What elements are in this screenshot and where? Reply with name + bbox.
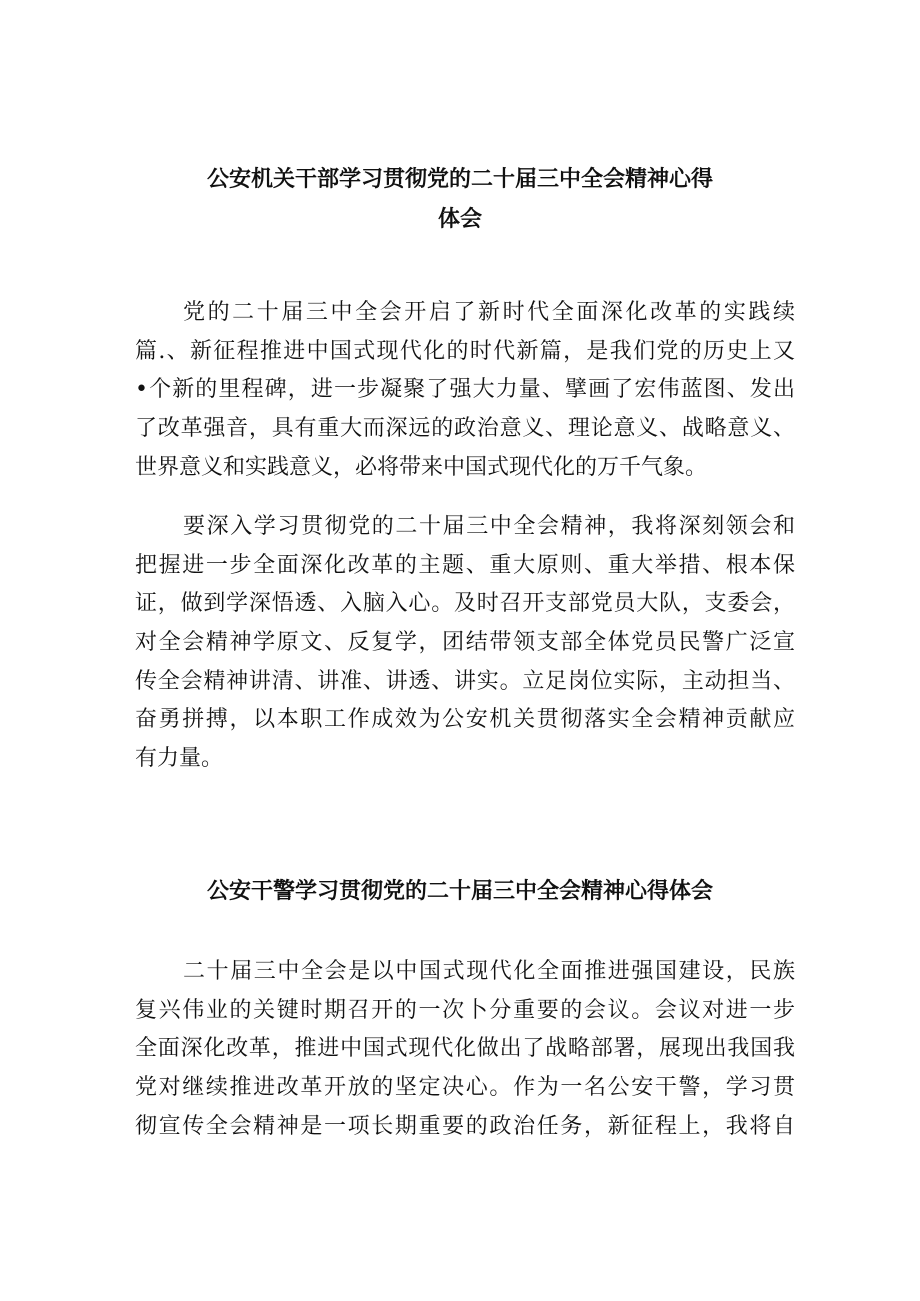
text-line: 奋勇拼搏，以本职工作成效为公安机关贯彻落实全会精神贡献应 xyxy=(135,707,795,733)
text-line: 彻宣传全会精神是一项长期重要的政治任务，新征程上，我将自 xyxy=(135,1113,795,1139)
text-line: 对全会精神学原文、反复学，团结带领支部全体党员民警广泛宣 xyxy=(135,630,795,656)
text-line: 有力量。 xyxy=(135,746,224,772)
text-line: •个新的里程碑，进一步凝聚了强大力量、擘画了宏伟蓝图、发出 xyxy=(135,377,795,403)
text-line: 复兴伟业的关键时期召开的一次卜分重要的会议。会议对进一步 xyxy=(135,997,795,1023)
text-line: 把握进一步全面深化改革的主题、重大原则、重大举措、根本保 xyxy=(135,552,795,578)
text-line: 篇.、新征程推进中国式现代化的时代新篇，是我们党的历史上又 xyxy=(135,338,795,364)
text-line: 党的二十届三中全会开启了新时代全面深化改革的实践续 xyxy=(183,300,795,325)
text-line: 要深入学习贯彻党的二十届三中全会精神，我将深刻领会和 xyxy=(183,514,795,539)
paragraph-1 xyxy=(135,294,795,487)
article-title-2 xyxy=(110,872,810,912)
text-line: 了改革强音，具有重大而深远的政治意义、理论意义、战略意义、 xyxy=(135,416,795,442)
text-line: 证，做到学深悟透、入脑入心。及时召开支部党员大队，支委会， xyxy=(135,591,795,617)
paragraph-2 xyxy=(135,508,795,779)
article-title-1 xyxy=(110,160,810,240)
paragraph-3 xyxy=(135,953,795,1146)
title-line: 体会 xyxy=(437,207,482,232)
text-line: 传全会精神讲清、讲准、讲透、讲实。立足岗位实际，主动担当、 xyxy=(135,668,795,694)
title-line: 公安干警学习贯彻党的二十届三中全会精神心得体会 xyxy=(206,879,713,904)
text-line: 二十届三中全会是以中国式现代化全面推进强国建设，民族 xyxy=(183,959,795,984)
text-line: 全面深化改革，推进中国式现代化做出了战略部署，展现出我国我 xyxy=(135,1036,795,1062)
text-line: 党对继续推进改革开放的坚定决心。作为一名公安干警，学习贯 xyxy=(135,1075,795,1101)
title-line: 公安机关干部学习贯彻党的二十届三中全会精神心得 xyxy=(206,167,713,192)
text-line: 世界意义和实践意义，必将带来中国式现代化的万千气象。 xyxy=(135,454,708,480)
